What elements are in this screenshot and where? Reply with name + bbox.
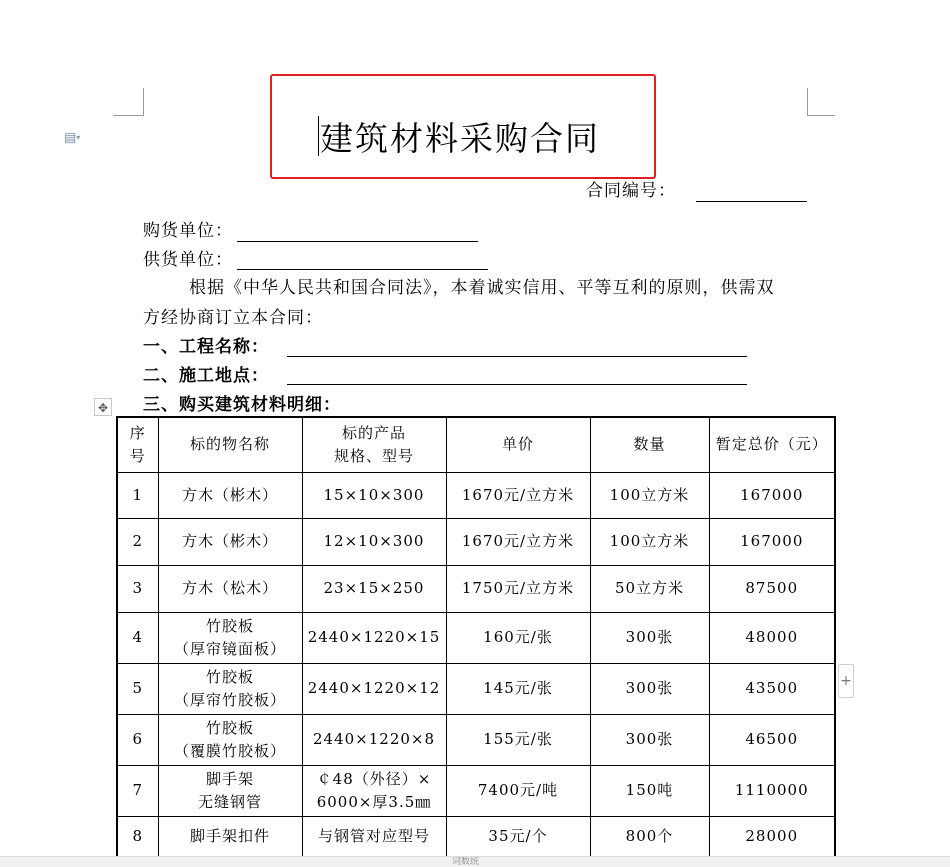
cell-price[interactable]: 1670元/立方米 (446, 472, 590, 518)
cell-no[interactable]: 5 (117, 663, 158, 714)
cell-no[interactable]: 2 (117, 518, 158, 565)
table-row (117, 714, 835, 765)
cell-line: 脚手架 (205, 769, 254, 788)
cell-no[interactable]: 3 (117, 565, 158, 612)
cell-spec[interactable] (302, 518, 446, 565)
cell-qty[interactable]: 150吨 (590, 765, 709, 816)
cell-name[interactable] (158, 612, 302, 663)
cell-total[interactable]: 167000 (709, 518, 835, 565)
header-spec: 标的产品 规格、型号 (302, 417, 446, 472)
status-text: 词数统 (452, 857, 480, 867)
cell-no[interactable]: 1 (117, 472, 158, 518)
table-header-row (117, 417, 835, 472)
cell-name[interactable] (158, 765, 302, 816)
section-construction-site: 二、施工地点： (143, 366, 269, 386)
cell-name[interactable] (158, 663, 302, 714)
table-row (117, 518, 835, 565)
cell-no[interactable]: 7 (117, 765, 158, 816)
cell-no[interactable]: 6 (117, 714, 158, 765)
cell-line: 2440×1220×15 (307, 628, 441, 646)
cell-name[interactable] (158, 472, 302, 518)
cell-total[interactable]: 167000 (709, 472, 835, 518)
project-name-blank[interactable] (287, 356, 747, 357)
chevron-down-icon: ▾ (76, 133, 81, 142)
supplier-label: 供货单位： (143, 250, 233, 270)
cell-total[interactable]: 87500 (709, 565, 835, 612)
cell-price[interactable]: 7400元/吨 (446, 765, 590, 816)
cell-no[interactable]: 4 (117, 612, 158, 663)
table-row (117, 765, 835, 816)
cell-total[interactable]: 43500 (709, 663, 835, 714)
document-glyph: ▤ (64, 130, 77, 146)
header-seq: 序 号 (117, 417, 158, 472)
cell-line: 方木（彬木） (181, 532, 278, 550)
cell-price[interactable]: 1750元/立方米 (446, 565, 590, 612)
cell-line: （覆膜竹胶板） (173, 741, 286, 760)
page-corner-mark-top-left (113, 88, 144, 116)
cell-spec[interactable] (302, 663, 446, 714)
header-total: 暂定总价（元） (709, 417, 835, 472)
cell-line: 与钢管对应型号 (317, 826, 430, 845)
cell-line: 2440×1220×12 (307, 679, 441, 697)
cell-price[interactable]: 35元/个 (446, 816, 590, 856)
cell-spec[interactable] (302, 472, 446, 518)
materials-table (116, 416, 836, 857)
document-title[interactable] (318, 116, 600, 161)
header-price: 单价 (446, 417, 590, 472)
intro-paragraph-line-1: 根据《中华人民共和国合同法》，本着诚实信用、平等互利的原则，供需双 (189, 278, 775, 298)
cell-total[interactable]: 1110000 (709, 765, 835, 816)
cell-qty[interactable]: 300张 (590, 612, 709, 663)
document-title-text: 建筑材料采购合同 (320, 119, 600, 158)
cell-price[interactable]: 160元/张 (446, 612, 590, 663)
cell-line: 竹胶板 (205, 616, 254, 635)
contract-number-blank[interactable] (696, 201, 807, 202)
cell-qty[interactable]: 50立方米 (590, 565, 709, 612)
cell-qty[interactable]: 800个 (590, 816, 709, 856)
cell-name[interactable] (158, 816, 302, 856)
contract-number-label: 合同编号： (586, 181, 676, 201)
cell-spec[interactable] (302, 714, 446, 765)
cell-qty[interactable]: 300张 (590, 714, 709, 765)
cell-no[interactable]: 8 (117, 816, 158, 856)
cell-name[interactable] (158, 565, 302, 612)
document-options-icon[interactable] (64, 130, 86, 146)
cell-line: 方木（松木） (181, 579, 278, 597)
status-bar (0, 856, 950, 867)
construction-site-blank[interactable] (287, 384, 747, 385)
cell-line: 12×10×300 (323, 532, 425, 550)
cell-total[interactable]: 46500 (709, 714, 835, 765)
cell-qty[interactable]: 300张 (590, 663, 709, 714)
cell-line: 无缝钢管 (197, 792, 262, 811)
cell-line: 23×15×250 (323, 579, 425, 597)
section-project-name: 一、工程名称： (143, 337, 269, 357)
cell-spec[interactable] (302, 565, 446, 612)
cell-line: 脚手架扣件 (189, 826, 270, 845)
supplier-blank[interactable] (237, 269, 488, 270)
cell-line: 2440×1220×8 (312, 730, 436, 748)
cell-line: 方木（彬木） (181, 485, 278, 504)
cell-line: 15×10×300 (323, 485, 425, 504)
add-row-button[interactable]: + (838, 664, 854, 698)
cell-qty[interactable]: 100立方米 (590, 518, 709, 565)
header-qty: 数量 (590, 417, 709, 472)
table-row (117, 816, 835, 856)
page-corner-mark-top-right (807, 88, 835, 116)
cell-name[interactable] (158, 714, 302, 765)
cell-line: 竹胶板 (205, 667, 254, 686)
cell-line: ￠48（外径）× (316, 769, 432, 788)
cell-name[interactable] (158, 518, 302, 565)
cell-price[interactable]: 155元/张 (446, 714, 590, 765)
table-row (117, 472, 835, 518)
table-row (117, 612, 835, 663)
cell-total[interactable]: 48000 (709, 612, 835, 663)
cell-qty[interactable]: 100立方米 (590, 472, 709, 518)
cell-price[interactable]: 145元/张 (446, 663, 590, 714)
cell-spec[interactable] (302, 765, 446, 816)
table-move-handle-icon[interactable]: ✥ (94, 398, 112, 416)
cell-spec[interactable] (302, 816, 446, 856)
cell-line: 6000×厚3.5㎜ (316, 792, 432, 811)
cell-line: （厚帘镜面板） (173, 639, 286, 658)
cell-spec[interactable] (302, 612, 446, 663)
text-cursor (318, 116, 319, 156)
cell-line: （厚帘竹胶板） (173, 690, 286, 709)
buyer-label: 购货单位： (143, 221, 233, 241)
cell-line: 竹胶板 (205, 718, 254, 737)
header-name: 标的物名称 (158, 417, 302, 472)
table-row (117, 565, 835, 612)
buyer-blank[interactable] (237, 241, 478, 242)
section-materials-list: 三、购买建筑材料明细： (143, 395, 341, 415)
cell-price[interactable]: 1670元/立方米 (446, 518, 590, 565)
intro-paragraph-line-2: 方经协商订立本合同： (143, 308, 323, 328)
cell-total[interactable]: 28000 (709, 816, 835, 856)
table-row (117, 663, 835, 714)
